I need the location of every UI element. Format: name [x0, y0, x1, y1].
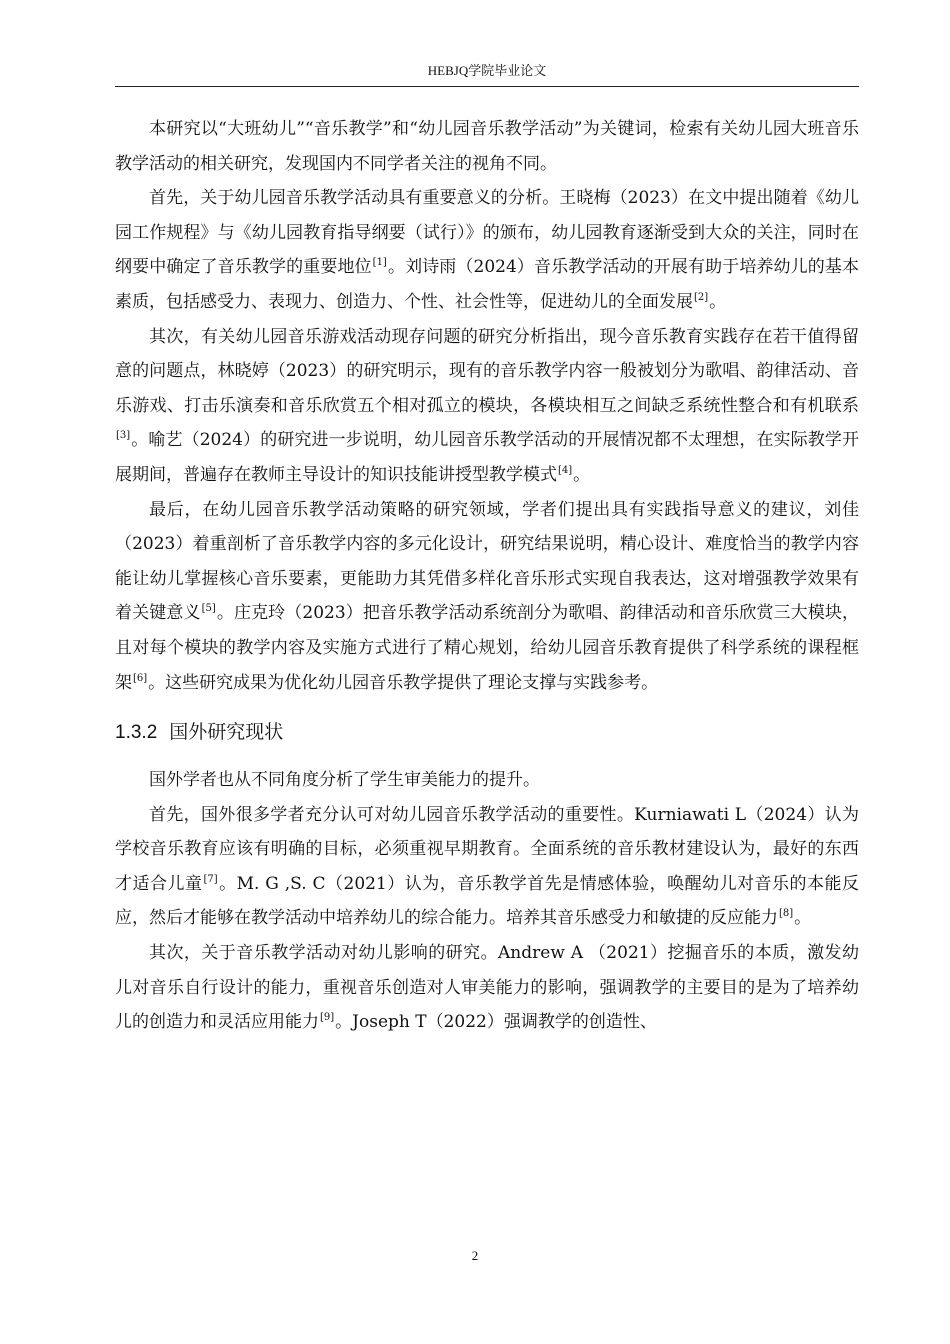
- paragraph-text: 。喻艺（2024）的研究进一步说明，幼儿园音乐教学活动的开展情况都不太理想，在实际教学开展期间，普遍存在教师主导设计的知识技能讲授型教学模式: [115, 430, 859, 485]
- citation-ref: [7]: [203, 873, 218, 885]
- paragraph-text: 最后，在幼儿园音乐教学活动策略的研究领域，学者们提出具有实践指导意义的建议，刘佳（2023）着重剖析了音乐教学内容的多元化设计，研究结果说明，精心设计、难度恰当的教学内容能让幼儿掌握核心音乐要素，更能助力其凭借多样化音乐形式实现自我表达，这对增强教学效果有着关键意义: [115, 499, 859, 624]
- page-number: 2: [471, 1248, 479, 1263]
- header-rule: [115, 86, 859, 87]
- paragraph-text: 。刘诗雨（2024）音乐教学活动的开展有助于培养幼儿的基本素质，包括感受力、表现力、创造力、个性、社会性等，促进幼儿的全面发展: [115, 257, 859, 312]
- paragraph-text: 。庄克玲（2023）把音乐教学活动系统剖分为歌唱、韵律活动和音乐欣赏三大模块，且对每个模块的教学内容及实施方式进行了精心规划，给幼儿园音乐教育提供了科学系统的课程框架: [115, 603, 860, 693]
- citation-ref: [5]: [201, 603, 216, 615]
- citation-ref: [2]: [694, 291, 709, 303]
- paragraph-text: 。M. G ,S. C（2021）认为，音乐教学首先是情感体验，唤醒幼儿对音乐的本能反应，然后才能够在教学活动中培养幼儿的综合能力。培养其音乐感受力和敏捷的反应能力: [115, 873, 859, 929]
- section-heading: [115, 718, 859, 747]
- paragraph-text: 。这些研究成果为优化幼儿园音乐教学提供了理论支撑与实践参考。: [148, 672, 659, 693]
- section-number: 1.3.2: [115, 722, 158, 744]
- paragraph-text: 其次，有关幼儿园音乐游戏活动现存问题的研究分析指出，现今音乐教育实践存在若干值得留意的问题点，林晓婷（2023）的研究明示，现有的音乐教学内容一般被划分为歌唱、韵律活动、音乐游戏、打击乐演奏和音乐欣赏五个相对孤立的模块，各模块相互之间缺乏系统性整合和有机联系: [115, 326, 859, 416]
- citation-ref: [6]: [133, 672, 148, 684]
- paragraph: [115, 181, 859, 319]
- citation-ref: [3]: [116, 430, 131, 442]
- paragraph: [115, 320, 859, 493]
- paragraphs-domestic: [115, 112, 859, 700]
- paragraph: [115, 493, 859, 701]
- section-title: 国外研究现状: [169, 721, 284, 744]
- body-content: [115, 112, 859, 1040]
- paragraph-text: 。: [794, 908, 812, 929]
- paragraph-text: 。: [709, 291, 727, 312]
- citation-ref: [4]: [558, 464, 573, 476]
- citation-ref: [8]: [779, 908, 794, 920]
- paragraph: [115, 798, 859, 936]
- paragraph: [115, 936, 859, 1040]
- paragraph-text: 首先，关于幼儿园音乐教学活动具有重要意义的分析。王晓梅（2023）在文中提出随着《幼儿园工作规程》与《幼儿园教育指导纲要（试行）》的颁布，幼儿园教育逐渐受到大众的关注，同时在纲要中确定了音乐教学的重要地位: [115, 188, 859, 278]
- paragraph: [115, 763, 859, 798]
- paragraph-text: 本研究以“大班幼儿”“音乐教学”和“幼儿园音乐教学活动”为关键词，检索有关幼儿园大班音乐教学活动的相关研究，发现国内不同学者关注的视角不同。: [115, 119, 859, 174]
- paragraphs-foreign: [115, 763, 859, 1040]
- paragraph-text: 首先，国外很多学者充分认可对幼儿园音乐教学活动的重要性。Kurniawati L（2024）认为学校音乐教育应该有明确的目标，必须重视早期教育。全面系统的音乐教材建设认为，最好的东西才适合儿童: [115, 804, 859, 894]
- paragraph-text: 其次，关于音乐教学活动对幼儿影响的研究。Andrew A （2021）挖掘音乐的本质，激发幼儿对音乐自行设计的能力，重视音乐创造对人审美能力的影响，强调教学的主要目的是为了培养幼儿的创造力和灵活应用能力: [115, 943, 859, 1033]
- citation-ref: [9]: [320, 1012, 335, 1024]
- paragraph: [115, 112, 859, 181]
- paragraph-text: 。: [573, 464, 591, 485]
- running-header: HEBJQ学院毕业论文: [427, 63, 547, 78]
- citation-ref: [1]: [372, 257, 387, 269]
- paragraph-text: 。Joseph T（2022）强调教学的创造性、: [335, 1012, 657, 1033]
- paragraph-text: 国外学者也从不同角度分析了学生审美能力的提升。: [149, 770, 540, 791]
